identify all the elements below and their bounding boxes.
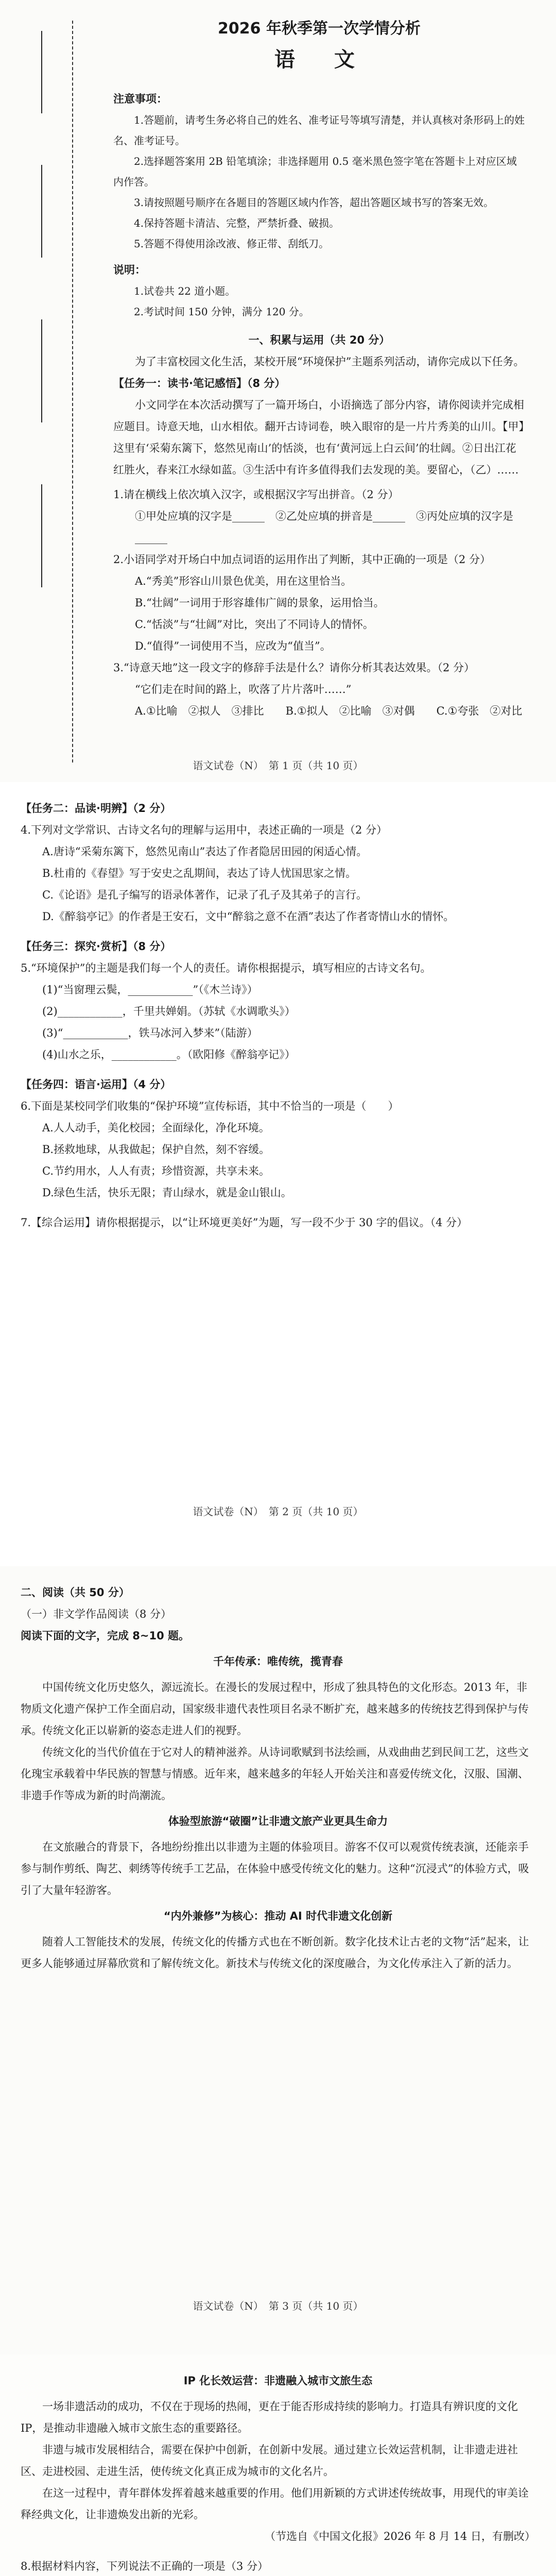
article-subheading: “内外兼修”为核心：推动 AI 时代非遗文化创新 [163,1910,393,1922]
question-7: 7.【综合运用】请你根据提示，以“让环境更美好”为题，写一段不少于 30 字的倡议。（4 分） [21,1216,468,1229]
binding-dashed-line [72,21,74,762]
notice-item: 2.选择题答案用 2B 铅笔填涂；非选择题用 0.5 毫米黑色签字笔在答题卡上对应区域内作答。 [113,155,517,188]
question-1-blanks: ①甲处应填的汉字是______ ②乙处应填的拼音是______ ③丙处应填的汉字是______ [135,510,513,544]
question-6-option: A.人人动手，美化校园；全面绿化，净化环境。 [42,1122,270,1134]
question-1: 1.请在横线上依次填入汉字，或根据汉字写出拼音。（2 分） [113,488,399,501]
notice-item: 5.答题不得使用涂改液、修正带、刮纸刀。 [134,238,329,250]
reading-hint: 阅读下面的文字，完成 8~10 题。 [21,1630,190,1642]
question-5-item: (1)“当窗理云鬓，____________”（《木兰诗》） [42,984,258,996]
article-source: （节选自《中国文化报》2026 年 8 月 14 日，有删改） [265,2530,535,2543]
question-3: 3.“诗意天地”这一段文字的修辞手法是什么？请你分析其表达效果。（2 分） [113,662,475,674]
article-paragraph: 传统文化的当代价值在于它对人的精神滋养。从诗词歌赋到书法绘画，从戏曲曲艺到民间工艺，这些文化瑰宝承载着中华民族的智慧与情感。近年来，越来越多的年轻人开始关注和喜爱传统文化，汉服、国潮、非遗手作等成为新的时尚潮流。 [21,1746,529,1802]
article-title: 千年传承：唯传统，揽青春 [213,1655,343,1668]
article-paragraph: 非遗与城市发展相结合，需要在保护中创新，在创新中发展。通过建立长效运营机制，让非遗走进社区、走进校园、走进生活，使传统文化真正成为城市的文化名片。 [21,2444,518,2478]
section-1-heading: 一、积累与运用（共 20 分） [248,334,390,346]
page-footer: 语文试卷（N） 第 1 页（共 10 页） [193,759,363,772]
question-5-item: (4)山水之乐，____________。（欧阳修《醉翁亭记》） [42,1048,296,1061]
question-2: 2.小语同学对开场白中加点词语的运用作出了判断，其中正确的一项是（2 分） [113,553,491,566]
binding-field-line [41,165,42,258]
notice-item: 1.答题前，请考生务必将自己的姓名、准考证号等填写清楚，并认真核对条形码上的姓名、准考证号。 [113,114,525,147]
question-5: 5.“环境保护”的主题是我们每一个人的责任。请你根据提示，填写相应的古诗文名句。 [21,962,431,974]
page-footer: 语文试卷（N） 第 3 页（共 10 页） [193,2300,363,2312]
question-5-item: (3)“____________，铁马冰河入梦来”（陆游） [42,1027,258,1039]
page2-content [21,798,535,1233]
article-paragraph: 中国传统文化历史悠久，源远流长。在漫长的发展过程中，形成了独具特色的文化形态。2013 年，非物质文化遗产保护工作全面启动，国家级非遗代表性项目名录不断扩充，越来越多的传统技艺得到保护与传承。传统文化正以崭新的姿态走进人们的视野。 [21,1681,529,1737]
binding-field-line [41,484,42,587]
exam-page-4 [0,2354,556,2576]
exam-page-3 [0,1566,556,2354]
question-4-option: D.《醉翁亭记》的作者是王安石，文中“醉翁之意不在酒”表达了作者寄情山水的情怀。 [42,910,455,923]
task-3-heading: 【任务三：探究·赏析】（8 分） [21,940,171,953]
question-4-option: C.《论语》是孔子编写的语录体著作，记录了孔子及其弟子的言行。 [42,889,367,901]
exam-subject: 语 文 [274,48,364,72]
task-4-heading: 【任务四：语言·运用】（4 分） [21,1078,171,1091]
task-1-heading: 【任务一：读书·笔记感悟】（8 分） [113,377,286,389]
question-2-option: A.“秀美”形容山川景色优美，用在这里恰当。 [135,575,352,587]
question-2-option: B.“壮阔”一词用于形容雄伟广阔的景象，运用恰当。 [135,597,385,609]
notice-item: 3.请按照题号顺序在各题目的答题区域内作答，超出答题区域书写的答案无效。 [134,196,494,209]
question-3-option: “它们走在时间的路上，吹落了片片落叶……” [135,683,352,696]
passage-text: 小文同学在本次活动撰写了一篇开场白，小语摘选了部分内容，请你阅读并完成相应题目。诗意天地，山水相依。翻开古诗词卷，映入眼帘的是一片片秀美的山川。【甲】这里有‘采菊东篱下，悠然见南山’的恬淡，也有‘黄河远上白云间’的壮阔。②日出江花红胜火，春来江水绿如蓝。③生活中有许多值得我们去发现的美。要留心，（乙）…… [113,399,524,476]
subsection-heading: （一）非文学作品阅读（8 分） [21,1608,172,1620]
article-paragraph: 在这一过程中，青年群体发挥着越来越重要的作用。他们用新颖的方式讲述传统故事，用现代的审美诠释经典文化，让非遗焕发出新的光彩。 [21,2487,529,2521]
binding-field-line [41,31,42,113]
question-3-option: A.①比喻 ②拟人 ③排比 B.①拟人 ②比喻 ③对偶 C.①夸张 ②对比 [135,705,523,717]
article-subheading: IP 化长效运营：非遗融入城市文旅生态 [183,2375,373,2387]
notice-item: 4.保持答题卡清洁、完整，严禁折叠、破损。 [134,217,340,229]
article-subheading: 体验型旅游“破圈”让非遗文旅产业更具生命力 [168,1815,388,1827]
section-intro: 为了丰富校园文化生活，某校开展“环境保护”主题系列活动，请你完成以下任务。 [135,355,525,368]
article-paragraph: 随着人工智能技术的发展，传统文化的传播方式也在不断创新。数字化技术让古老的文物“活”起来，让更多人能够通过屏幕欣赏和了解传统文化。新技术与传统文化的深度融合，为文化传承注入了新的活力。 [21,1936,529,1970]
explain-title: 说明： [113,264,146,276]
binding-margin [0,0,103,782]
question-6-option: B.拯救地球，从我做起；保护自然，刻不容缓。 [42,1143,270,1156]
section-2-heading: 二、阅读（共 50 分） [21,1586,130,1599]
exam-title: 2026 年秋季第一次学情分析 [218,20,421,38]
exam-page-1 [0,0,556,782]
page3-content [21,1582,535,1974]
article-paragraph: 在文旅融合的背景下，各地纷纷推出以非遗为主题的体验项目。游客不仅可以观赏传统表演，还能亲手参与制作剪纸、陶艺、刺绣等传统手工艺品，在体验中感受传统文化的魅力。这种“沉浸式”的体验方式，吸引了大量年轻游客。 [21,1841,529,1896]
binding-field-line [41,319,42,422]
question-4: 4.下列对文学常识、古诗文名句的理解与运用中，表述正确的一项是（2 分） [21,824,388,836]
question-4-option: B.杜甫的《春望》写于安史之乱期间，表达了诗人忧国思家之情。 [42,867,357,879]
question-4-option: A.唐诗“采菊东篱下，悠然见南山”表达了作者隐居田园的闲适心情。 [42,845,368,858]
question-2-option: D.“值得”一词使用不当，应改为“值当”。 [135,640,331,652]
page-footer: 语文试卷（N） 第 2 页（共 10 页） [193,1505,363,1518]
question-6-option: C.节约用水，人人有责；珍惜资源，共享未来。 [42,1165,270,1177]
page4-content [21,2370,535,2576]
page1-content [113,15,525,722]
article-paragraph: 一场非遗活动的成功，不仅在于现场的热闹，更在于能否形成持续的影响力。打造具有辨识度的文化 IP，是推动非遗融入城市文旅生态的重要路径。 [21,2400,518,2434]
notice-title: 注意事项： [113,93,167,105]
question-8: 8.根据材料内容，下列说法不正确的一项是（3 分） [21,2560,269,2572]
question-2-option: C.“恬淡”与“壮阔”对比，突出了不同诗人的情怀。 [135,618,374,631]
task-2-heading: 【任务二：品读·明辨】（2 分） [21,802,171,815]
explain-item: 1.试卷共 22 道小题。 [134,285,236,297]
question-6: 6.下面是某校同学们收集的“保护环境”宣传标语，其中不恰当的一项是（ ） [21,1100,399,1112]
explain-item: 2.考试时间 150 分钟，满分 120 分。 [134,306,309,318]
question-6-option: D.绿色生活，快乐无限；青山绿水，就是金山银山。 [42,1187,292,1199]
exam-page-2 [0,782,556,1566]
question-5-item: (2)____________，千里共婵娟。（苏轼《水调歌头》） [42,1005,296,1018]
